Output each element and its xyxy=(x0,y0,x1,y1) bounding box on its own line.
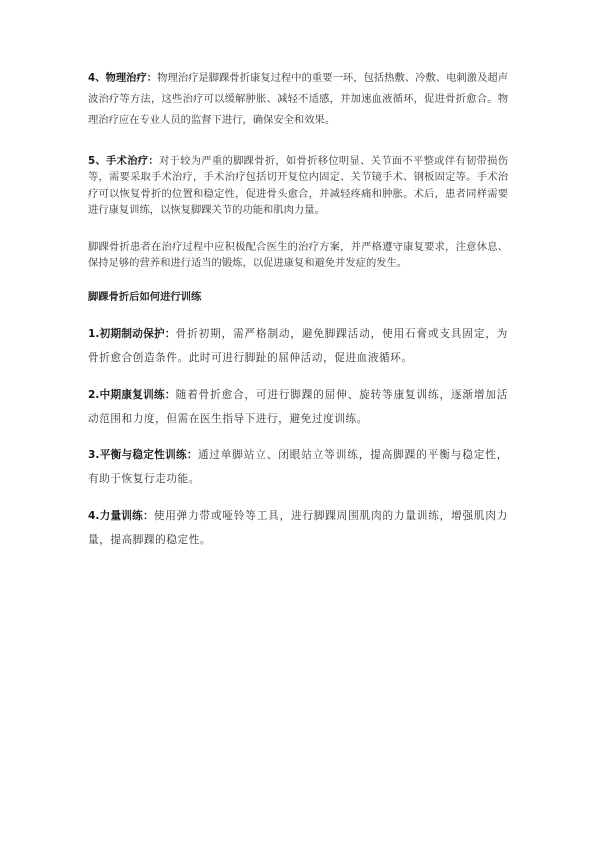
training-item-body: 骨折初期，需严格制动，避免脚踝活动，使用石膏或支具固定，为骨折愈合创造条件。此时可进行脚趾的屈伸活动，促进血液循环。 xyxy=(88,328,508,364)
training-item-mid xyxy=(88,383,508,431)
training-item-title: 2.中期康复训练： xyxy=(88,389,176,401)
training-item-title: 4.力量训练： xyxy=(88,510,154,522)
surgery-title: 5、手术治疗： xyxy=(88,155,159,167)
training-item-early xyxy=(88,322,508,370)
training-item-body: 通过单脚站立、闭眼站立等训练，提高脚踝的平衡与稳定性，有助于恢复行走功能。 xyxy=(88,449,508,485)
training-item-body: 随着骨折愈合，可进行脚踝的屈伸、旋转等康复训练，逐渐增加活动范围和力度，但需在医生指导下进行，避免过度训练。 xyxy=(88,389,508,425)
physical-therapy-paragraph xyxy=(88,68,508,131)
training-item-title: 1.初期制动保护： xyxy=(88,328,176,340)
physical-therapy-body: 物理治疗是脚踝骨折康复过程中的重要一环，包括热敷、冷敷、电刺激及超声波治疗等方法，这些治疗可以缓解肿胀、减轻不适感，并加速血液循环，促进骨折愈合。物理治疗应在专业人员的监督下进行，确保安全和效果。 xyxy=(88,72,509,126)
training-heading: 脚踝骨折后如何进行训练 xyxy=(88,291,202,303)
surgery-body: 对于较为严重的脚踝骨折，如骨折移位明显、关节面不平整或伴有韧带损伤等，需要采取手术治疗，手术治疗包括切开复位内固定、关节镜手术、钢板固定等。手术治疗可以恢复骨折的位置和稳定性，促进骨头愈合，并减轻疼痛和肿胀。术后，患者同样需要进行康复训练，以恢复脚踝关节的功能和肌肉力量。 xyxy=(88,155,508,217)
training-item-balance xyxy=(88,443,508,491)
training-item-strength xyxy=(88,504,508,552)
summary-paragraph: 脚踝骨折患者在治疗过程中应积极配合医生的治疗方案，并严格遵守康复要求，注意休息、保持足够的营养和进行适当的锻炼，以促进康复和避免并发症的发生。 xyxy=(88,241,508,270)
physical-therapy-title: 4、物理治疗： xyxy=(88,72,158,84)
surgery-paragraph xyxy=(88,153,508,219)
training-item-body: 使用弹力带或哑铃等工具，进行脚踝周围肌肉的力量训练，增强肌肉力量，提高脚踝的稳定性。 xyxy=(88,510,508,546)
training-item-title: 3.平衡与稳定性训练： xyxy=(88,449,198,461)
